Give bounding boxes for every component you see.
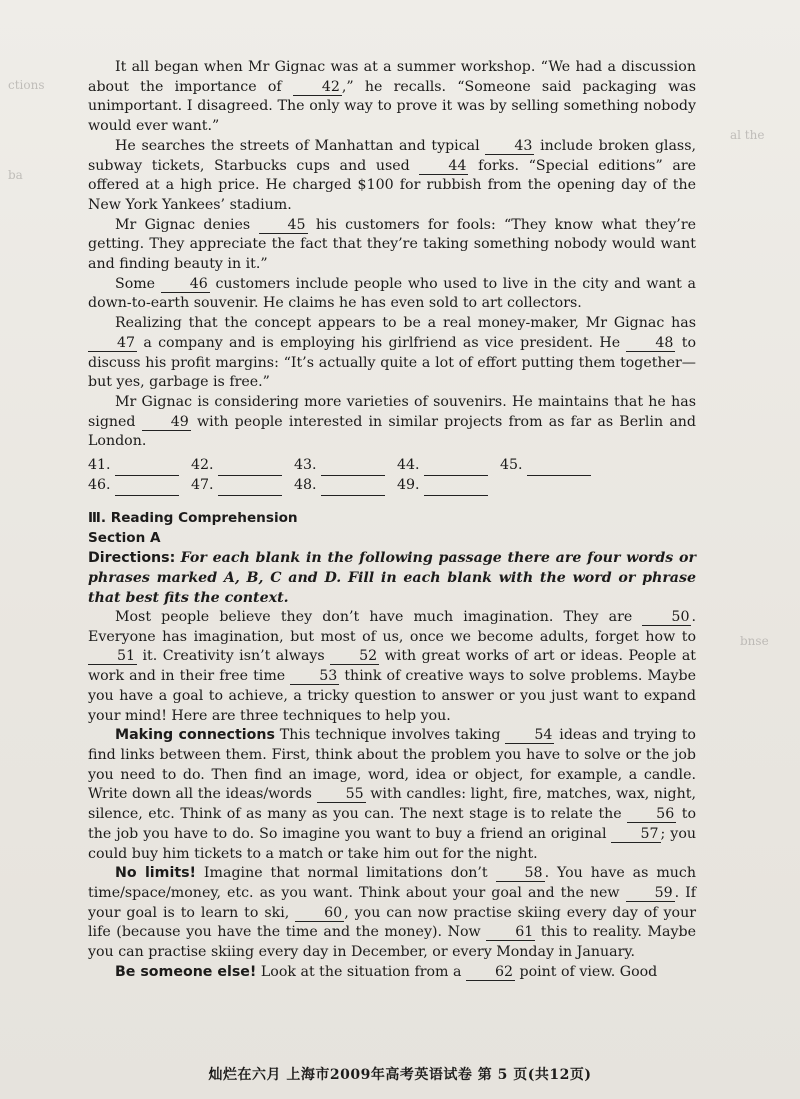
answer-blank[interactable]: 49 bbox=[142, 415, 191, 431]
answer-blank[interactable]: 48 bbox=[626, 336, 675, 352]
passage-b-paragraph: Realizing that the concept appears to be a real money-maker, Mr Gignac has 47 a company and is employing his girlfriend as vice president. He 48 to discuss his profit margins: “It’s actually quite a lot of effort putting them together—but yes, garbage is free.” bbox=[88, 315, 696, 391]
answer-slot[interactable] bbox=[397, 476, 500, 496]
passage-b bbox=[88, 58, 696, 452]
technique-title: No limits! bbox=[114, 865, 197, 882]
technique-no-limits: No limits! Imagine that normal limitations don’t 58 . You have as much time/space/money, etc. as you want. Think about your goal and the new 59 . If your goal is to learn to ski, 60 , you can now practise skiing every day of your life (because you have the time and the money). Now 61 this to reality. Maybe you can practise skiing every day in December, or every Monday in January. bbox=[88, 865, 697, 961]
answer-blank[interactable]: 55 bbox=[317, 787, 366, 803]
answer-number: 44. bbox=[397, 457, 420, 474]
directions-text: For each blank in the following passage there are four words or phrases marked A, B, C and D. Fill in each blank with the word or phrase that best fits the context. bbox=[88, 550, 696, 607]
passage-b-paragraph: Mr Gignac denies 45 his customers for fools: “They know what they’re getting. They appreciate the fact that they’re taking something nobody would want and finding beauty in it.” bbox=[88, 216, 696, 273]
show-through-text: ctions bbox=[8, 78, 45, 92]
answer-blank[interactable]: 56 bbox=[627, 807, 676, 823]
answer-line[interactable] bbox=[218, 461, 282, 476]
answer-line[interactable] bbox=[321, 461, 385, 476]
section-title: Section A bbox=[88, 530, 161, 547]
answer-number: 43. bbox=[294, 457, 317, 474]
passage-a-intro: Most people believe they don’t have much imagination. They are 50 . Everyone has imagination, but most of us, once we become adults, forget how to 51 it. Creativity isn’t always 52 with great works of art or ideas. People at work and in their free time 53 think of creative ways to solve problems. Maybe you have a goal to achieve, a tricky question to answer or you just want to expand your mind! Here are three techniques to help you. bbox=[88, 609, 697, 724]
technique-be-someone-else: Be someone else! Look at the situation from a 62 point of view. Good bbox=[114, 963, 658, 980]
answer-slot[interactable] bbox=[500, 456, 603, 476]
show-through-text: bnse bbox=[740, 634, 769, 648]
answer-blank[interactable]: 60 bbox=[295, 906, 344, 922]
answer-blank[interactable]: 43 bbox=[485, 139, 534, 155]
answer-blank[interactable]: 59 bbox=[626, 886, 675, 902]
answer-line[interactable] bbox=[115, 481, 179, 496]
passage-b-paragraph: Mr Gignac is considering more varieties of souvenirs. He maintains that he has signed 49 with people interested in similar projects from as far as Berlin and London. bbox=[88, 393, 696, 450]
answer-slot[interactable] bbox=[397, 456, 500, 476]
answer-number: 46. bbox=[88, 477, 111, 494]
technique-title: Be someone else! bbox=[114, 963, 257, 980]
answer-number: 48. bbox=[294, 477, 317, 494]
answer-row bbox=[88, 456, 696, 476]
answer-number: 47. bbox=[191, 477, 214, 494]
answer-blank[interactable]: 44 bbox=[419, 159, 468, 175]
answer-line[interactable] bbox=[424, 461, 488, 476]
answer-blank[interactable]: 62 bbox=[466, 965, 515, 981]
answer-blank[interactable]: 50 bbox=[642, 610, 691, 626]
answer-line[interactable] bbox=[424, 481, 488, 496]
answer-line[interactable] bbox=[115, 461, 179, 476]
answer-slot[interactable] bbox=[88, 456, 191, 476]
answer-blank[interactable]: 47 bbox=[88, 336, 137, 352]
answer-slot[interactable] bbox=[294, 456, 397, 476]
answer-line[interactable] bbox=[321, 481, 385, 496]
answer-line[interactable] bbox=[527, 461, 591, 476]
answer-blank[interactable]: 46 bbox=[161, 277, 210, 293]
page-content bbox=[88, 58, 696, 982]
directions-label: Directions: bbox=[88, 550, 176, 567]
answer-blank[interactable]: 45 bbox=[259, 218, 308, 234]
answer-slot[interactable] bbox=[191, 456, 294, 476]
answer-number: 42. bbox=[191, 457, 214, 474]
answer-slot[interactable] bbox=[294, 476, 397, 496]
answer-number: 45. bbox=[500, 457, 523, 474]
answer-line[interactable] bbox=[218, 481, 282, 496]
answer-number: 49. bbox=[397, 477, 420, 494]
answer-blanks bbox=[88, 456, 696, 496]
directions bbox=[88, 548, 696, 608]
passage-b-paragraph: He searches the streets of Manhattan and typical 43 include broken glass, subway tickets, Starbucks cups and used 44 forks. “Special editions” are offered at a high price. He charged $100 for rubbish from the opening day of the New York Yankees’ stadium. bbox=[88, 137, 696, 213]
page-footer: 灿烂在六月 上海市2009年高考英语试卷 第 5 页(共12页) bbox=[208, 1067, 592, 1083]
answer-blank[interactable]: 54 bbox=[505, 728, 554, 744]
technique-making-connections: Making connections This technique involves taking 54 ideas and trying to find links between them. First, think about the problem you have to solve or the job you need to do. Then find an image, word, idea or object, for example, a candle. Write down all the ideas/words 55 with candles: light, fire, matches, wax, night, silence, etc. Think of as many as you can. The next stage is to relate the 56 to the job you have to do. So imagine you want to buy a friend an original 57 ; you could buy him tickets to a match or take him out for the night. bbox=[88, 727, 696, 862]
technique-title: Making connections bbox=[114, 727, 275, 744]
answer-blank[interactable]: 51 bbox=[88, 649, 137, 665]
passage-b-paragraph: Some 46 customers include people who used to live in the city and want a down-to-earth souvenir. He claims he has even sold to art collectors. bbox=[88, 275, 697, 312]
answer-slot[interactable] bbox=[191, 476, 294, 496]
answer-blank[interactable]: 61 bbox=[486, 925, 535, 941]
answer-slot[interactable] bbox=[88, 476, 191, 496]
answer-blank[interactable]: 42 bbox=[293, 80, 342, 96]
answer-number: 41. bbox=[88, 457, 111, 474]
answer-blank[interactable]: 52 bbox=[330, 649, 379, 665]
part-title: Ⅲ. Reading Comprehension bbox=[88, 510, 298, 527]
passage-b-paragraph: It all began when Mr Gignac was at a summer workshop. “We had a discussion about the importance of 42 ,” he recalls. “Someone said packaging was unimportant. I disagreed. The only way to prove it was by selling something nobody would ever want.” bbox=[88, 59, 696, 135]
show-through-text: ba bbox=[8, 168, 23, 182]
show-through-text: al the bbox=[730, 128, 765, 142]
answer-blank[interactable]: 53 bbox=[290, 669, 339, 685]
answer-blank[interactable]: 57 bbox=[611, 827, 660, 843]
answer-blank[interactable]: 58 bbox=[496, 866, 545, 882]
answer-row bbox=[88, 476, 696, 496]
